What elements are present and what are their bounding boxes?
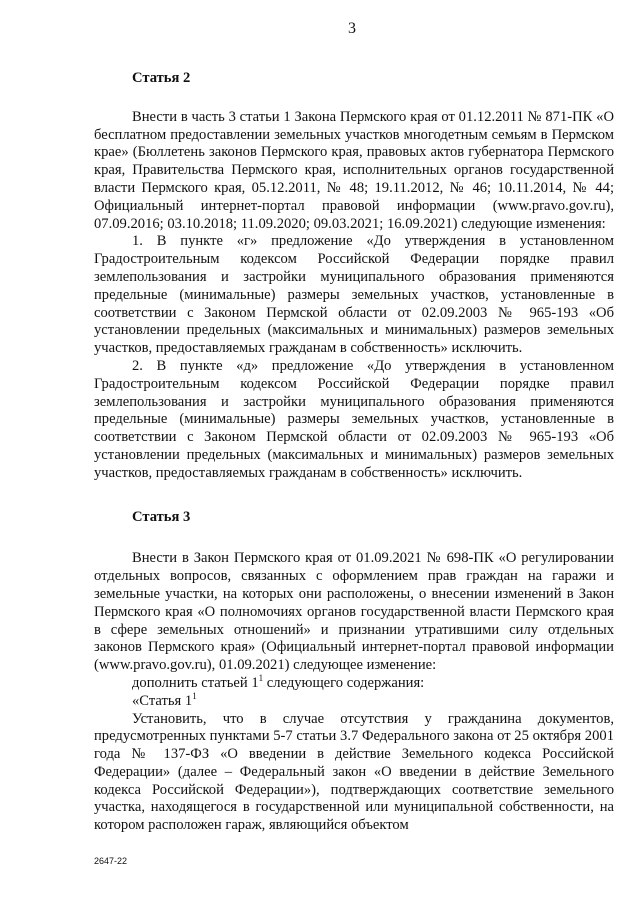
article-2-item-2: 2. В пункте «д» предложение «До утверждения в установленном Градостроительным кодексом Российской Федерации порядке правил землепользования и застройки муниципального образования применяются предельные (минимальные) размеры земельных участков, установленные в соответствии с Законом Пермской области от 02.09.2003 № 965-193 «Об установлении предельных (максимальных и минимальных) размеров земельных участков, предоставляемых гражданам в собственность» исключить. bbox=[94, 357, 614, 481]
new-article-text: Установить, что в случае отсутствия у гражданина документов, предусмотренных пунктами 5-7 статьи 3.7 Федерального закона от 25 октября 2001 года № 137-ФЗ «О введении в действие Земельного кодекса Российской Федерации» (далее – Федеральный закон «О введении в действие Земельного кодекса Российской Федерации»), подтверждающих соответствие земельного участка, находящегося в государственной или муниципальной собственности, на котором расположен гараж, являющийся объектом bbox=[94, 710, 614, 834]
article-3-supplement bbox=[94, 675, 614, 693]
document-code: 2647-22 bbox=[94, 856, 128, 866]
article-2-item-1: 1. В пункте «г» предложение «До утверждения в установленном Градостроительным кодексом Российской Федерации порядке правил землепользования и застройки муниципального образования применяются предельные (минимальные) размеры земельных участков, установленные в соответствии с Законом Пермской области от 02.09.2003 № 965-193 «Об установлении предельных (максимальных и минимальных) размеров земельных участков, предоставляемых гражданам в собственность» исключить. bbox=[94, 233, 614, 357]
article-3-heading: Статья 3 bbox=[132, 508, 191, 525]
supplement-text-end: следующего содержания: bbox=[263, 674, 425, 691]
new-article-superscript: 1 bbox=[192, 690, 197, 701]
new-article-label bbox=[94, 690, 614, 711]
article-2-intro: Внести в часть 3 статьи 1 Закона Пермского края от 01.12.2011 № 871-ПК «О бесплатном предоставлении земельных участков многодетным семьям в Пермском крае» (Бюллетень законов Пермского края, правовых актов губернатора Пермского края, Правительства Пермского края, исполнительных органов государственной власти Пермского края, 05.12.2011, № 48; 19.11.2012, № 46; 10.11.2014, № 44; Официальный интернет-портал правовой информации (www.pravo.gov.ru), 07.09.2016; 03.10.2018; 11.09.2020; 09.03.2021; 16.09.2021) следующие изменения: bbox=[94, 108, 614, 232]
document-body bbox=[94, 60, 614, 835]
article-2-heading: Статья 2 bbox=[132, 70, 191, 86]
supplement-text: дополнить статьей 1 bbox=[132, 674, 259, 691]
supplement-superscript: 1 bbox=[258, 673, 264, 684]
article-3-intro: Внести в Закон Пермского края от 01.09.2021 № 698-ПК «О регулировании отдельных вопросов, связанных с оформлением прав граждан на гаражи и земельные участки, на которых они расположены, о внесении изменений в Закон Пермского края «О полномочиях органов государственной власти Пермского края в сфере земельных отношений» и признании утратившими силу отдельных законов Пермского края» (Официальный интернет-портал правовой информации (www.pravo.gov.ru), 01.09.2021) следующее изменение: bbox=[94, 550, 614, 674]
page-number: 3 bbox=[348, 20, 356, 37]
new-article-label-text: «Статья 1 bbox=[132, 692, 193, 709]
